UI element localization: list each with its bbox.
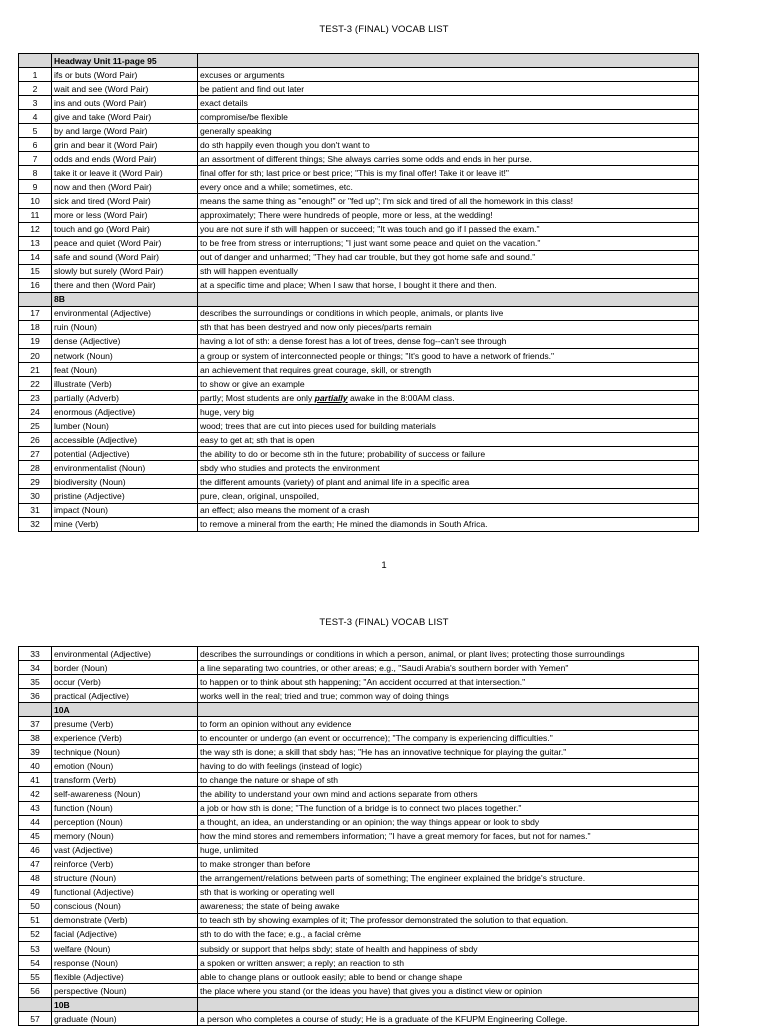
vocab-term: welfare (Noun): [52, 941, 198, 955]
vocab-term: ins and outs (Word Pair): [52, 96, 198, 110]
vocab-row: [19, 829, 699, 843]
row-number: 32: [19, 517, 52, 531]
vocab-definition: be patient and find out later: [198, 82, 699, 96]
row-number: 48: [19, 871, 52, 885]
vocab-term: wait and see (Word Pair): [52, 82, 198, 96]
row-number: 52: [19, 927, 52, 941]
section-number-cell: [19, 54, 52, 68]
vocab-definition: a spoken or written answer; a reply; an reaction to sth: [198, 956, 699, 970]
vocab-row: [19, 222, 699, 236]
vocab-definition: able to change plans or outlook easily; able to bend or change shape: [198, 970, 699, 984]
vocab-definition: to teach sth by showing examples of it; The professor demonstrated the solution to that equation.: [198, 913, 699, 927]
vocab-definition: out of danger and unharmed; "They had car trouble, but they got home safe and sound.": [198, 250, 699, 264]
vocab-term: environmentalist (Noun): [52, 461, 198, 475]
vocab-row: [19, 843, 699, 857]
vocab-term: experience (Verb): [52, 731, 198, 745]
row-number: 17: [19, 306, 52, 320]
vocab-row: [19, 489, 699, 503]
row-number: 4: [19, 110, 52, 124]
page-title: TEST-3 (FINAL) VOCAB LIST: [319, 24, 449, 35]
section-title: Headway Unit 11-page 95: [52, 54, 198, 68]
section-empty-cell: [198, 998, 699, 1012]
vocab-term: conscious (Noun): [52, 899, 198, 913]
row-number: 10: [19, 194, 52, 208]
vocab-definition: an achievement that requires great courage, skill, or strength: [198, 363, 699, 377]
vocab-term: lumber (Noun): [52, 419, 198, 433]
row-number: 36: [19, 689, 52, 703]
vocab-definition: a line separating two countries, or other areas; e.g., "Saudi Arabia's southern border with Yemen": [198, 661, 699, 675]
row-number: 35: [19, 675, 52, 689]
row-number: 7: [19, 152, 52, 166]
vocab-definition: generally speaking: [198, 124, 699, 138]
vocab-definition: [198, 391, 699, 405]
section-number-cell: [19, 292, 52, 306]
row-number: 1: [19, 68, 52, 82]
row-number: 22: [19, 377, 52, 391]
vocab-row: [19, 871, 699, 885]
emphasized-word: partially: [314, 392, 348, 403]
vocab-term: perspective (Noun): [52, 984, 198, 998]
vocab-definition: the different amounts (variety) of plant and animal life in a specific area: [198, 475, 699, 489]
vocab-definition: approximately; There were hundreds of people, more or less, at the wedding!: [198, 208, 699, 222]
vocab-row: [19, 503, 699, 517]
section-header-row: [19, 54, 699, 68]
vocab-definition: the arrangement/relations between parts of something; The engineer explained the bridge's structure.: [198, 871, 699, 885]
vocab-term: feat (Noun): [52, 363, 198, 377]
vocab-definition: at a specific time and place; When I saw that horse, I bought it there and then.: [198, 278, 699, 292]
row-number: 40: [19, 759, 52, 773]
vocab-term: transform (Verb): [52, 773, 198, 787]
row-number: 2: [19, 82, 52, 96]
section-number-cell: [19, 703, 52, 717]
vocab-term: biodiversity (Noun): [52, 475, 198, 489]
vocab-definition: pure, clean, original, unspoiled,: [198, 489, 699, 503]
vocab-row: [19, 461, 699, 475]
vocab-row: [19, 96, 699, 110]
vocab-definition: huge, unlimited: [198, 843, 699, 857]
row-number: 13: [19, 236, 52, 250]
vocab-definition: wood; trees that are cut into pieces used for building materials: [198, 419, 699, 433]
row-number: 34: [19, 661, 52, 675]
vocab-term: touch and go (Word Pair): [52, 222, 198, 236]
vocab-row: [19, 857, 699, 871]
vocab-definition: works well in the real; tried and true; common way of doing things: [198, 689, 699, 703]
vocab-row: [19, 236, 699, 250]
row-number: 24: [19, 405, 52, 419]
vocab-table: [18, 646, 699, 1026]
section-header-row: [19, 998, 699, 1012]
vocab-definition: the place where you stand (or the ideas you have) that gives you a distinct view or opinion: [198, 984, 699, 998]
vocab-term: function (Noun): [52, 801, 198, 815]
vocab-row: [19, 675, 699, 689]
vocab-definition: an effect; also means the moment of a crash: [198, 503, 699, 517]
row-number: 39: [19, 745, 52, 759]
vocab-definition: the way sth is done; a skill that sbdy has; "He has an innovative technique for playing the guitar.": [198, 745, 699, 759]
vocab-row: [19, 433, 699, 447]
vocab-row: [19, 759, 699, 773]
vocab-term: memory (Noun): [52, 829, 198, 843]
row-number: 5: [19, 124, 52, 138]
row-number: 28: [19, 461, 52, 475]
vocab-definition: to show or give an example: [198, 377, 699, 391]
row-number: 38: [19, 731, 52, 745]
vocab-term: emotion (Noun): [52, 759, 198, 773]
vocab-term: enormous (Adjective): [52, 405, 198, 419]
vocab-row: [19, 815, 699, 829]
vocab-row: [19, 647, 699, 661]
vocab-term: by and large (Word Pair): [52, 124, 198, 138]
vocab-definition: a thought, an idea, an understanding or an opinion; the way things appear or look to sbdy: [198, 815, 699, 829]
vocab-row: [19, 82, 699, 96]
vocab-definition: final offer for sth; last price or best price; "This is my final offer! Take it or leave it!": [198, 166, 699, 180]
row-number: 18: [19, 320, 52, 334]
vocab-term: impact (Noun): [52, 503, 198, 517]
row-number: 26: [19, 433, 52, 447]
vocab-definition: the ability to understand your own mind and actions separate from others: [198, 787, 699, 801]
vocab-term: illustrate (Verb): [52, 377, 198, 391]
vocab-definition: a group or system of interconnected people or things; "It's good to have a network of friends.": [198, 348, 699, 362]
vocab-row: [19, 194, 699, 208]
row-number: 49: [19, 885, 52, 899]
vocab-row: [19, 250, 699, 264]
vocab-row: [19, 264, 699, 278]
vocab-definition: having a lot of sth: a dense forest has a lot of trees, dense fog--can't see through: [198, 334, 699, 348]
row-number: 21: [19, 363, 52, 377]
vocab-row: [19, 731, 699, 745]
vocab-term: border (Noun): [52, 661, 198, 675]
row-number: 44: [19, 815, 52, 829]
vocab-row: [19, 773, 699, 787]
vocab-row: [19, 124, 699, 138]
row-number: 3: [19, 96, 52, 110]
vocab-term: graduate (Noun): [52, 1012, 198, 1026]
vocab-definition: excuses or arguments: [198, 68, 699, 82]
row-number: 30: [19, 489, 52, 503]
vocab-term: now and then (Word Pair): [52, 180, 198, 194]
vocab-definition: do sth happily even though you don't want to: [198, 138, 699, 152]
vocab-definition: having to do with feelings (instead of logic): [198, 759, 699, 773]
vocab-row: [19, 348, 699, 362]
vocab-definition: to encounter or undergo (an event or occurrence); "The company is experiencing difficulties.": [198, 731, 699, 745]
vocab-row: [19, 391, 699, 405]
row-number: 8: [19, 166, 52, 180]
vocab-definition: to be free from stress or interruptions; "I just want some peace and quiet on the vacation.": [198, 236, 699, 250]
vocab-row: [19, 689, 699, 703]
vocab-definition: to make stronger than before: [198, 857, 699, 871]
vocab-term: there and then (Word Pair): [52, 278, 198, 292]
row-number: 23: [19, 391, 52, 405]
vocab-row: [19, 745, 699, 759]
row-number: 57: [19, 1012, 52, 1026]
vocab-row: [19, 405, 699, 419]
vocab-row: [19, 68, 699, 82]
vocab-term: mine (Verb): [52, 517, 198, 531]
vocab-row: [19, 447, 699, 461]
row-number: 16: [19, 278, 52, 292]
vocab-term: take it or leave it (Word Pair): [52, 166, 198, 180]
section-header-row: [19, 292, 699, 306]
row-number: 29: [19, 475, 52, 489]
vocab-term: self-awareness (Noun): [52, 787, 198, 801]
vocab-row: [19, 927, 699, 941]
row-number: 31: [19, 503, 52, 517]
vocab-term: environmental (Adjective): [52, 306, 198, 320]
vocab-term: accessible (Adjective): [52, 433, 198, 447]
row-number: 27: [19, 447, 52, 461]
vocab-definition: easy to get at; sth that is open: [198, 433, 699, 447]
vocab-term: perception (Noun): [52, 815, 198, 829]
vocab-term: safe and sound (Word Pair): [52, 250, 198, 264]
vocab-row: [19, 661, 699, 675]
page-title: TEST-3 (FINAL) VOCAB LIST: [319, 617, 449, 628]
vocab-row: [19, 984, 699, 998]
vocab-definition: every once and a while; sometimes, etc.: [198, 180, 699, 194]
vocab-row: [19, 377, 699, 391]
vocab-term: vast (Adjective): [52, 843, 198, 857]
definition-text: partly; Most students are only: [200, 392, 315, 403]
vocab-term: dense (Adjective): [52, 334, 198, 348]
vocab-term: functional (Adjective): [52, 885, 198, 899]
vocab-row: [19, 913, 699, 927]
vocab-row: [19, 306, 699, 320]
vocab-definition: the ability to do or become sth in the future; probability of success or failure: [198, 447, 699, 461]
vocab-term: ruin (Noun): [52, 320, 198, 334]
section-empty-cell: [198, 292, 699, 306]
vocab-term: peace and quiet (Word Pair): [52, 236, 198, 250]
vocab-definition: awareness; the state of being awake: [198, 899, 699, 913]
section-title: 8B: [52, 292, 198, 306]
row-number: 56: [19, 984, 52, 998]
vocab-definition: to change the nature or shape of sth: [198, 773, 699, 787]
vocab-row: [19, 787, 699, 801]
vocab-definition: describes the surroundings or conditions in which people, animals, or plants live: [198, 306, 699, 320]
vocab-definition: to remove a mineral from the earth; He mined the diamonds in South Africa.: [198, 517, 699, 531]
vocab-term: flexible (Adjective): [52, 970, 198, 984]
vocab-row: [19, 899, 699, 913]
row-number: 42: [19, 787, 52, 801]
vocab-definition: sth to do with the face; e.g., a facial crème: [198, 927, 699, 941]
vocab-definition: to form an opinion without any evidence: [198, 717, 699, 731]
section-number-cell: [19, 998, 52, 1012]
vocab-term: demonstrate (Verb): [52, 913, 198, 927]
row-number: 41: [19, 773, 52, 787]
vocab-row: [19, 970, 699, 984]
vocab-row: [19, 166, 699, 180]
vocab-row: [19, 941, 699, 955]
section-title: 10A: [52, 703, 198, 717]
vocab-term: grin and bear it (Word Pair): [52, 138, 198, 152]
vocab-definition: you are not sure if sth will happen or succeed; "It was touch and go if I passed the exam.": [198, 222, 699, 236]
row-number: 46: [19, 843, 52, 857]
vocab-row: [19, 517, 699, 531]
vocab-row: [19, 363, 699, 377]
vocab-term: reinforce (Verb): [52, 857, 198, 871]
section-title: 10B: [52, 998, 198, 1012]
vocab-term: pristine (Adjective): [52, 489, 198, 503]
vocab-term: potential (Adjective): [52, 447, 198, 461]
row-number: 15: [19, 264, 52, 278]
vocab-definition: sth that has been destryed and now only pieces/parts remain: [198, 320, 699, 334]
vocab-term: ifs or buts (Word Pair): [52, 68, 198, 82]
row-number: 45: [19, 829, 52, 843]
vocab-term: practical (Adjective): [52, 689, 198, 703]
vocab-definition: means the same thing as "enough!" or "fed up"; I'm sick and tired of all the homework in this class!: [198, 194, 699, 208]
vocab-term: odds and ends (Word Pair): [52, 152, 198, 166]
definition-text: awake in the 8:00AM class.: [347, 392, 455, 403]
row-number: 9: [19, 180, 52, 194]
row-number: 37: [19, 717, 52, 731]
vocab-term: response (Noun): [52, 956, 198, 970]
vocab-definition: exact details: [198, 96, 699, 110]
row-number: 50: [19, 899, 52, 913]
row-number: 43: [19, 801, 52, 815]
vocab-row: [19, 801, 699, 815]
row-number: 12: [19, 222, 52, 236]
section-empty-cell: [198, 54, 699, 68]
vocab-definition: compromise/be flexible: [198, 110, 699, 124]
vocab-row: [19, 180, 699, 194]
vocab-term: partially (Adverb): [52, 391, 198, 405]
section-header-row: [19, 703, 699, 717]
row-number: 14: [19, 250, 52, 264]
row-number: 6: [19, 138, 52, 152]
vocab-row: [19, 320, 699, 334]
vocab-row: [19, 419, 699, 433]
vocab-term: technique (Noun): [52, 745, 198, 759]
vocab-row: [19, 138, 699, 152]
vocab-definition: a person who completes a course of study; He is a graduate of the KFUPM Engineering College.: [198, 1012, 699, 1026]
page-number: 1: [381, 560, 387, 571]
vocab-definition: to happen or to think about sth happening; "An accident occurred at that intersection.": [198, 675, 699, 689]
vocab-definition: sth that is working or operating well: [198, 885, 699, 899]
row-number: 33: [19, 647, 52, 661]
vocab-term: occur (Verb): [52, 675, 198, 689]
vocab-table: [18, 53, 699, 532]
vocab-term: sick and tired (Word Pair): [52, 194, 198, 208]
vocab-term: facial (Adjective): [52, 927, 198, 941]
vocab-definition: how the mind stores and remembers information; "I have a great memory for faces, but not for names.": [198, 829, 699, 843]
vocab-definition: sbdy who studies and protects the environment: [198, 461, 699, 475]
vocab-definition: an assortment of different things; She always carries some odds and ends in her purse.: [198, 152, 699, 166]
vocab-term: slowly but surely (Word Pair): [52, 264, 198, 278]
vocab-definition: a job or how sth is done; "The function of a bridge is to connect two places together.": [198, 801, 699, 815]
vocab-row: [19, 885, 699, 899]
vocab-definition: describes the surroundings or conditions in which a person, animal, or plant lives; protecting those surroundings: [198, 647, 699, 661]
vocab-row: [19, 717, 699, 731]
vocab-row: [19, 334, 699, 348]
row-number: 20: [19, 348, 52, 362]
vocab-definition: huge, very big: [198, 405, 699, 419]
vocab-row: [19, 956, 699, 970]
row-number: 25: [19, 419, 52, 433]
vocab-row: [19, 278, 699, 292]
row-number: 47: [19, 857, 52, 871]
row-number: 19: [19, 334, 52, 348]
vocab-row: [19, 152, 699, 166]
row-number: 55: [19, 970, 52, 984]
row-number: 11: [19, 208, 52, 222]
vocab-term: network (Noun): [52, 348, 198, 362]
vocab-term: structure (Noun): [52, 871, 198, 885]
section-empty-cell: [198, 703, 699, 717]
vocab-definition: sth will happen eventually: [198, 264, 699, 278]
row-number: 53: [19, 941, 52, 955]
vocab-term: give and take (Word Pair): [52, 110, 198, 124]
vocab-term: presume (Verb): [52, 717, 198, 731]
vocab-term: environmental (Adjective): [52, 647, 198, 661]
vocab-row: [19, 208, 699, 222]
vocab-row: [19, 110, 699, 124]
row-number: 54: [19, 956, 52, 970]
row-number: 51: [19, 913, 52, 927]
vocab-term: more or less (Word Pair): [52, 208, 198, 222]
vocab-row: [19, 475, 699, 489]
vocab-definition: subsidy or support that helps sbdy; state of health and happiness of sbdy: [198, 941, 699, 955]
